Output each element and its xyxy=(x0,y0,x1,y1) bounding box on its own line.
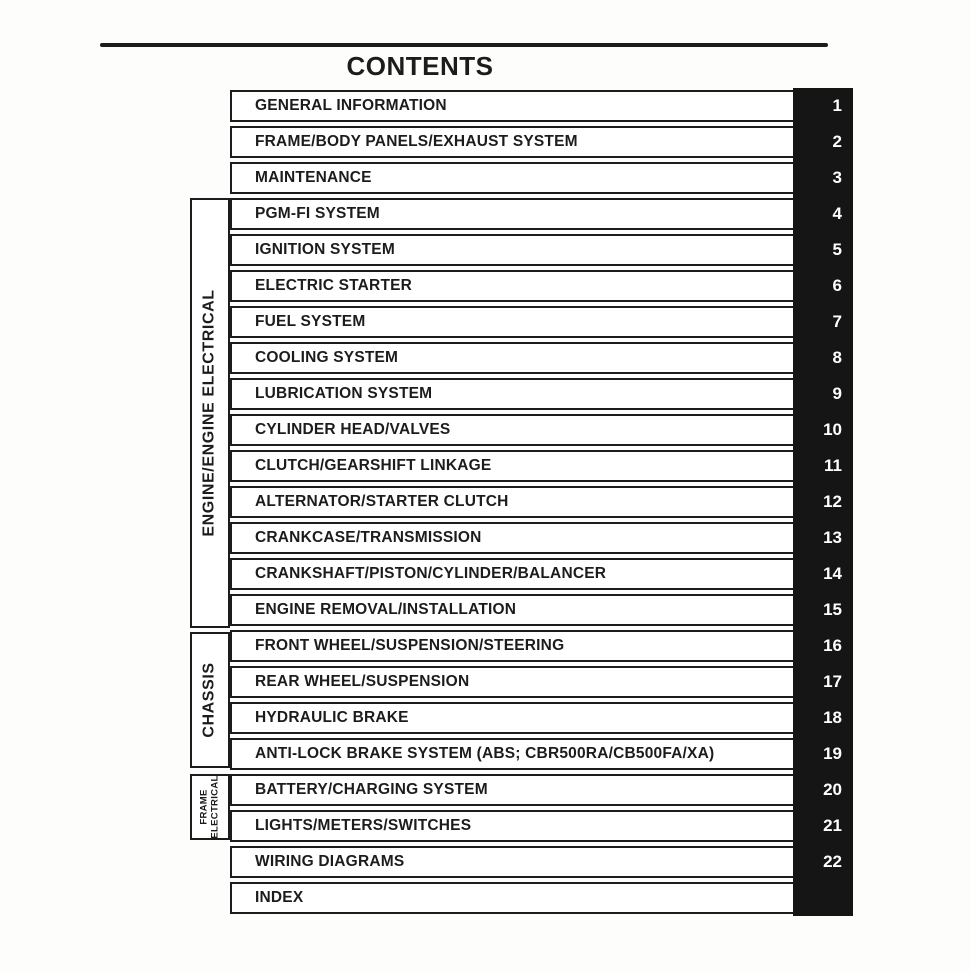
page-title: CONTENTS xyxy=(346,51,494,81)
chapter-title-box xyxy=(230,666,795,698)
chapter-title: CLUTCH/GEARSHIFT LINKAGE xyxy=(255,457,492,474)
chapter-title-box xyxy=(230,90,795,122)
chapter-title-box xyxy=(230,846,795,878)
toc-row xyxy=(230,594,853,626)
chapter-number-box: 20 xyxy=(793,772,853,808)
chapter-number-box: 11 xyxy=(793,448,853,484)
chapter-title-box xyxy=(230,378,795,410)
chapter-title: CRANKCASE/TRANSMISSION xyxy=(255,529,482,546)
toc-row xyxy=(230,486,853,518)
chapter-number-box: 18 xyxy=(793,700,853,736)
chapter-title-box xyxy=(230,486,795,518)
top-rule xyxy=(100,43,828,47)
chapter-number-box xyxy=(793,880,853,916)
chapter-title-box xyxy=(230,774,795,806)
chapter-title-box xyxy=(230,306,795,338)
chapter-title: FRAME/BODY PANELS/EXHAUST SYSTEM xyxy=(255,133,578,150)
chapter-title: FRONT WHEEL/SUSPENSION/STEERING xyxy=(255,637,565,654)
chapter-title-box xyxy=(230,198,795,230)
chapter-title-box xyxy=(230,738,795,770)
chapter-number-box: 9 xyxy=(793,376,853,412)
chapter-title: BATTERY/CHARGING SYSTEM xyxy=(255,781,488,798)
chapter-number-box: 21 xyxy=(793,808,853,844)
side-group-engine-electrical xyxy=(190,198,230,628)
chapter-title-box xyxy=(230,414,795,446)
chapter-number-box: 22 xyxy=(793,844,853,880)
toc-row xyxy=(230,234,853,266)
chapter-title: MAINTENANCE xyxy=(255,169,372,186)
toc-row xyxy=(230,882,853,914)
chapter-title-box xyxy=(230,882,795,914)
toc-row xyxy=(230,738,853,770)
chapter-title-box xyxy=(230,594,795,626)
toc-row xyxy=(230,450,853,482)
chapter-title: IGNITION SYSTEM xyxy=(255,241,395,258)
chapter-number-box: 6 xyxy=(793,268,853,304)
chapter-number-box: 17 xyxy=(793,664,853,700)
chapter-title: WIRING DIAGRAMS xyxy=(255,853,405,870)
chapter-title: ALTERNATOR/STARTER CLUTCH xyxy=(255,493,509,510)
toc-row xyxy=(230,378,853,410)
chapter-number-box: 14 xyxy=(793,556,853,592)
chapter-title: LIGHTS/METERS/SWITCHES xyxy=(255,817,472,834)
toc-row xyxy=(230,522,853,554)
chapter-title-box xyxy=(230,450,795,482)
chapter-number-box: 8 xyxy=(793,340,853,376)
chapter-number-box: 3 xyxy=(793,160,853,196)
chapter-title: HYDRAULIC BRAKE xyxy=(255,709,409,726)
chapter-number-box: 5 xyxy=(793,232,853,268)
side-group-label-line2: ELECTRICAL xyxy=(210,775,222,839)
chapter-number-box: 13 xyxy=(793,520,853,556)
chapter-title: GENERAL INFORMATION xyxy=(255,97,447,114)
toc-row xyxy=(230,342,853,374)
chapter-title: LUBRICATION SYSTEM xyxy=(255,385,433,402)
toc-row xyxy=(230,666,853,698)
side-group-label-line1: FRAME xyxy=(199,789,211,825)
toc-row xyxy=(230,162,853,194)
chapter-title: COOLING SYSTEM xyxy=(255,349,399,366)
chapter-title-box xyxy=(230,702,795,734)
chapter-title: CRANKSHAFT/PISTON/CYLINDER/BALANCER xyxy=(255,565,607,582)
table-of-contents xyxy=(230,90,853,918)
chapter-title-box xyxy=(230,522,795,554)
chapter-title: PGM-FI SYSTEM xyxy=(255,205,380,222)
chapter-title-box xyxy=(230,126,795,158)
chapter-title-box xyxy=(230,234,795,266)
toc-row xyxy=(230,414,853,446)
side-group-frame-electrical xyxy=(190,774,230,840)
toc-row xyxy=(230,558,853,590)
chapter-title-box xyxy=(230,630,795,662)
toc-row xyxy=(230,198,853,230)
chapter-number-box: 10 xyxy=(793,412,853,448)
toc-row xyxy=(230,810,853,842)
side-group-label: CHASSIS xyxy=(201,662,219,738)
chapter-title-box xyxy=(230,342,795,374)
chapter-title-box xyxy=(230,810,795,842)
chapter-number-box: 2 xyxy=(793,124,853,160)
toc-row xyxy=(230,306,853,338)
toc-row xyxy=(230,270,853,302)
chapter-title: FUEL SYSTEM xyxy=(255,313,366,330)
toc-row xyxy=(230,126,853,158)
chapter-number-box: 7 xyxy=(793,304,853,340)
side-group-chassis xyxy=(190,632,230,768)
toc-row xyxy=(230,630,853,662)
chapter-title-box xyxy=(230,162,795,194)
chapter-title-box xyxy=(230,270,795,302)
chapter-number-box: 4 xyxy=(793,196,853,232)
chapter-title: ENGINE REMOVAL/INSTALLATION xyxy=(255,601,517,618)
chapter-title: INDEX xyxy=(255,889,304,906)
toc-row xyxy=(230,774,853,806)
chapter-number-box: 1 xyxy=(793,88,853,124)
chapter-number-box: 12 xyxy=(793,484,853,520)
chapter-title: REAR WHEEL/SUSPENSION xyxy=(255,673,470,690)
chapter-title-box xyxy=(230,558,795,590)
chapter-number-box: 19 xyxy=(793,736,853,772)
chapter-title: ELECTRIC STARTER xyxy=(255,277,413,294)
chapter-number-box: 15 xyxy=(793,592,853,628)
chapter-number-box: 16 xyxy=(793,628,853,664)
toc-row xyxy=(230,90,853,122)
toc-row xyxy=(230,702,853,734)
chapter-title: ANTI-LOCK BRAKE SYSTEM (ABS; CBR500RA/CB500FA/XA) xyxy=(255,745,715,762)
chapter-title: CYLINDER HEAD/VALVES xyxy=(255,421,451,438)
toc-row xyxy=(230,846,853,878)
side-group-label: ENGINE/ENGINE ELECTRICAL xyxy=(201,289,218,537)
side-group-label xyxy=(199,775,221,838)
